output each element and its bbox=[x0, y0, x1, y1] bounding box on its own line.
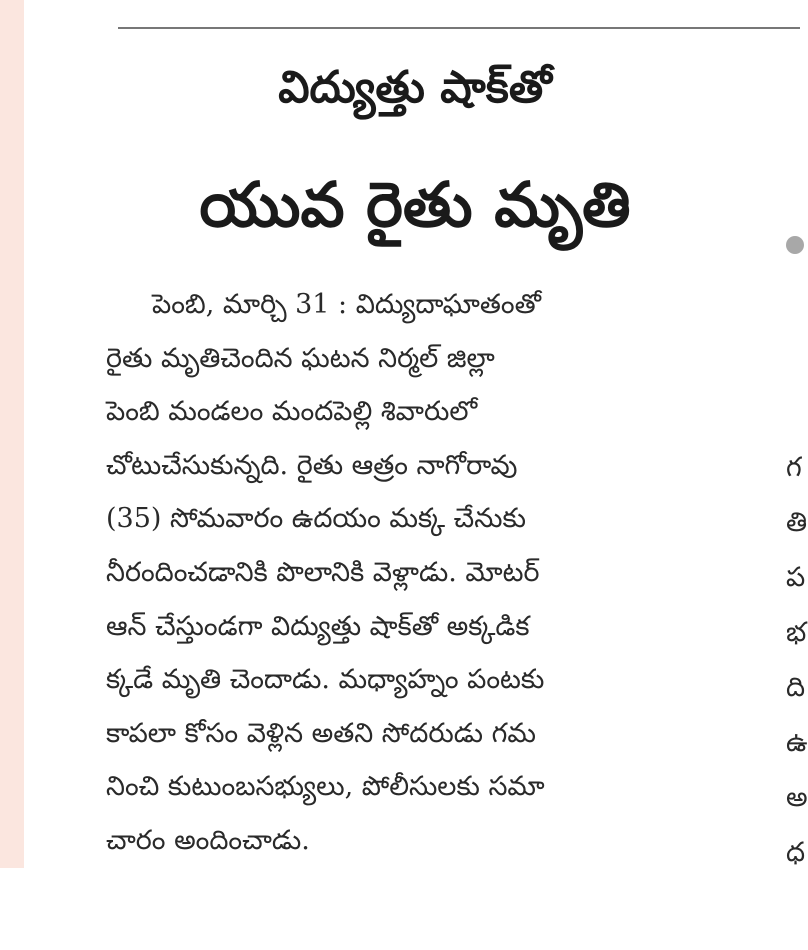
article-line: పెంబి మండలం మందపెల్లి శివారులో bbox=[106, 396, 478, 428]
left-page-margin-bottom bbox=[0, 868, 24, 950]
article-line: చోటుచేసుకున్నది. రైతు ఆత్రం నాగోరావు bbox=[106, 449, 518, 481]
article-line: క్కడే మృతి చెందాడు. మధ్యాహ్నం పంటకు bbox=[106, 664, 545, 696]
headline-line-2: యువ రైతు మృతి bbox=[199, 168, 631, 241]
headline-line-1: విద్యుత్తు షాక్‌తో bbox=[278, 62, 552, 113]
side-column-glyph: తి bbox=[786, 507, 808, 538]
adjacent-column-clipped bbox=[786, 440, 808, 880]
side-column-glyph: ఉ bbox=[786, 727, 808, 758]
article-line: ఆన్ చేస్తుండగా విద్యుత్తు షాక్‌తో అక్కడిక bbox=[106, 610, 530, 642]
article-line: నీరందించడానికి పొలానికి వెళ్లాడు. మోటర్ bbox=[106, 556, 540, 588]
article-line: రైతు మృతిచెందిన ఘటన నిర్మల్ జిల్లా bbox=[106, 342, 495, 374]
side-column-glyph: అ bbox=[786, 782, 808, 813]
side-column-glyph: ది bbox=[786, 672, 806, 703]
bullet-dot bbox=[786, 236, 804, 254]
article-line: చారం అందించాడు. bbox=[106, 824, 310, 856]
article-line: కాపలా కోసం వెళ్లిన అతని సోదరుడు గమ bbox=[106, 717, 536, 749]
left-page-margin bbox=[0, 0, 24, 868]
side-column-glyph: గ bbox=[786, 452, 802, 483]
side-column-glyph: భ bbox=[786, 617, 807, 648]
top-divider-rule bbox=[118, 27, 800, 29]
side-column-glyph: ప bbox=[786, 562, 806, 593]
side-column-glyph: ధ bbox=[786, 837, 806, 868]
article-body bbox=[106, 278, 710, 868]
article-line: నించి కుటుంబసభ్యులు, పోలీసులకు సమా bbox=[106, 771, 545, 803]
article-line: (35) సోమవారం ఉదయం మక్క చేనుకు bbox=[106, 503, 526, 535]
article-line: పెంబి, మార్చి 31 : విద్యుదాఘాతంతో bbox=[152, 289, 541, 320]
